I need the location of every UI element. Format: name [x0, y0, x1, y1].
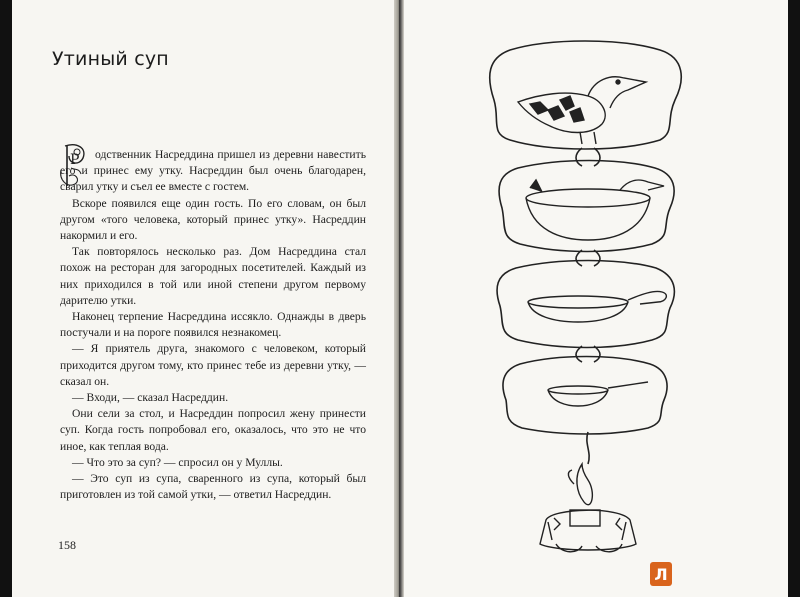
- bowl-icon: [526, 180, 664, 240]
- publisher-logo: [650, 562, 672, 586]
- cloud-bubble: [503, 357, 667, 435]
- small-pan-icon: [548, 382, 648, 406]
- paragraph: — Я приятель друга, знакомого с человеком, который приходится другом тому, кто принес тебе из деревни утку, — сказал он.: [60, 342, 366, 388]
- page-number: 158: [58, 538, 76, 552]
- paragraph: — Входи, — сказал Насреддин.: [72, 391, 229, 405]
- paragraph: — Что это за суп? — спросил он у Муллы.: [72, 455, 283, 469]
- logo-letter: Л: [654, 564, 668, 584]
- nasreddin-figure-icon: [540, 464, 636, 552]
- dropcap-letter: Р: [70, 152, 80, 168]
- duck-soup-illustration: [470, 40, 700, 560]
- paragraph: одственник Насреддина пришел из деревни навестить его и принес ему утку. Насреддин был очень благодарен, сварил утку и съел ее вместе с гостем.: [60, 148, 366, 194]
- page-title: Утиный суп: [52, 48, 169, 70]
- paragraph: Наконец терпение Насреддина иссякло. Однажды в дверь постучали и на пороге появился незнакомец.: [60, 310, 366, 340]
- frying-pan-icon: [528, 291, 666, 322]
- book-gutter: [394, 0, 404, 597]
- paragraph: — Это суп из супа, сваренного из супа, который был приготовлен из той самой утки, — ответил Насреддин.: [60, 472, 366, 502]
- paragraph: Так повторялось несколько раз. Дом Насреддина стал похож на ресторан для загородных посетителей. Каждый из них приходился в той или иной степени другом первому дарителю утки.: [60, 245, 366, 307]
- paragraph: Вскоре появился еще один гость. По его словам, он был другом «того человека, который принес утку». Насреддин накормил и его.: [60, 196, 366, 243]
- cloud-bubble: [497, 261, 674, 348]
- paragraph: Они сели за стол, и Насреддин попросил жену принести суп. Когда гость попробовал его, оказалось, что это не что иное, как теплая вода.: [60, 407, 366, 453]
- story-text: [60, 147, 366, 503]
- duck-icon: [518, 77, 646, 144]
